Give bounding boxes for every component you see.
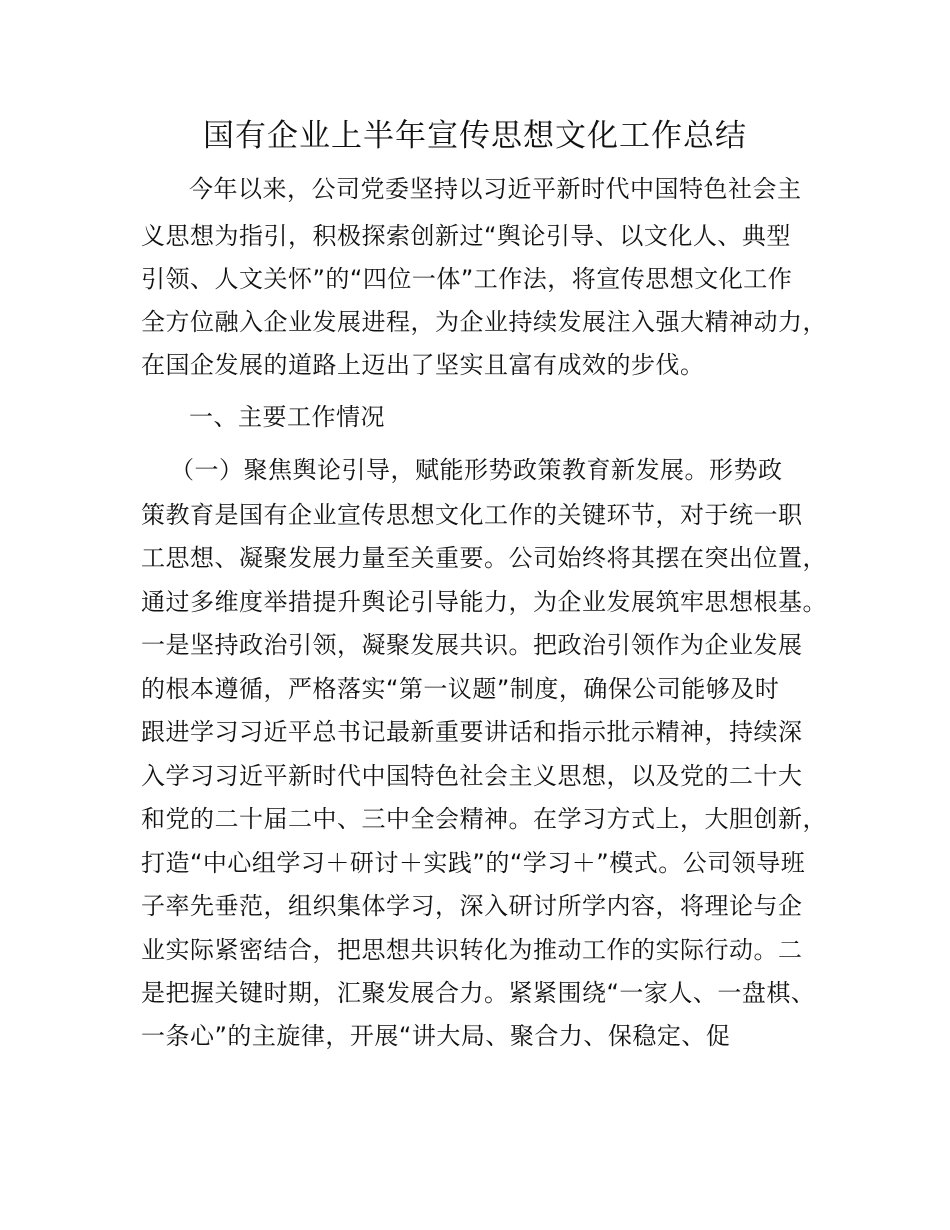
paragraph-line: 是把握关键时期，汇聚发展合力。紧紧围绕“一家人、一盘棋、: [141, 979, 816, 1007]
document-title: 国有企业上半年宣传思想文化工作总结: [203, 118, 747, 154]
paragraph-line: 策教育是国有企业宣传思想文化工作的关键环节，对于统一职: [141, 501, 803, 529]
paragraph-line: 全方位融入企业发展进程，为企业持续发展注入强大精神动力，: [141, 308, 827, 336]
paragraph-line: 跟进学习习近平总书记最新重要讲话和指示批示精神，持续深: [141, 718, 803, 746]
paragraph-line: 和党的二十届二中、三中全会精神。在学习方式上，大胆创新，: [141, 805, 827, 833]
paragraph-line: 的根本遵循，严格落实“第一议题”制度，确保公司能够及时: [141, 675, 780, 703]
paragraph-line: 一条心”的主旋律，开展“讲大局、聚合力、保稳定、促: [141, 1022, 731, 1050]
paragraph-line: 子率先垂范，组织集体学习，深入研讨所学内容，将理论与企: [141, 892, 803, 920]
section-heading: 一、主要工作情况: [189, 403, 385, 431]
paragraph-line: 业实际紧密结合，把思想共识转化为推动工作的实际行动。二: [141, 936, 803, 964]
paragraph-line: 在国企发展的道路上迈出了坚实且富有成效的步伐。: [141, 351, 705, 379]
paragraph-line: 打造“中心组学习＋研讨＋实践”的“学习＋”模式。公司领导班: [141, 849, 806, 877]
paragraph-line: 今年以来，公司党委坚持以习近平新时代中国特色社会主: [189, 175, 802, 203]
paragraph-line: 工思想、凝聚发展力量至关重要。公司始终将其摆在突出位置，: [141, 544, 827, 572]
paragraph-line: 通过多维度举措提升舆论引导能力，为企业发展筑牢思想根基。: [141, 588, 827, 616]
paragraph-line: （一）聚焦舆论引导，赋能形势政策教育新发展。形势政: [170, 456, 783, 484]
paragraph-line: 义思想为指引，积极探索创新过“舆论引导、以文化人、典型: [141, 222, 791, 250]
paragraph-line: 引领、人文关怀”的“四位一体”工作法，将宣传思想文化工作: [141, 265, 793, 293]
paragraph-line: 一是坚持政治引领，凝聚发展共识。把政治引领作为企业发展: [141, 631, 803, 659]
paragraph-line: 入学习习近平新时代中国特色社会主义思想，以及党的二十大: [141, 762, 803, 790]
